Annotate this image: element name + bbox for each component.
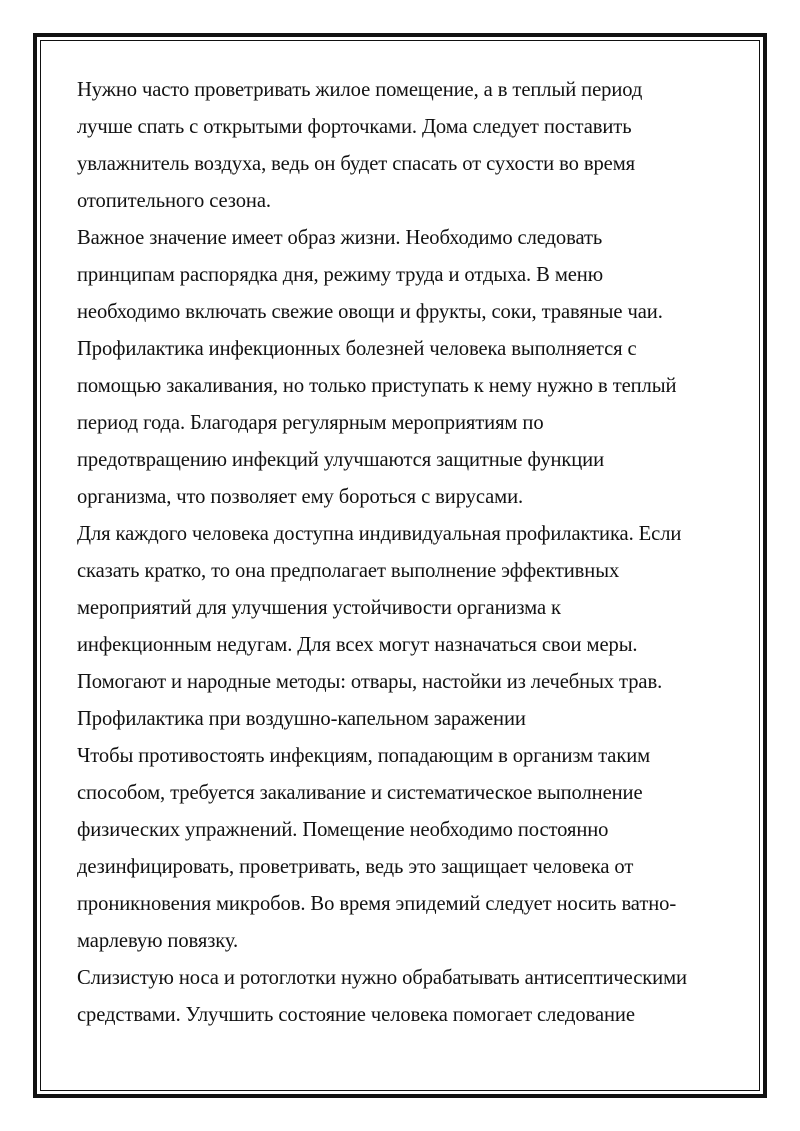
text-line: Для каждого человека доступна индивидуальная профилактика. Если [77,523,682,545]
text-line: Нужно часто проветривать жилое помещение, а в теплый период [77,79,643,101]
text-line: увлажнитель воздуха, ведь он будет спасать от сухости во время [77,153,635,175]
text-line: лучше спать с открытыми форточками. Дома следует поставить [77,116,632,138]
text-line: физических упражнений. Помещение необходимо постоянно [77,819,609,841]
text-line: предотвращению инфекций улучшаются защитные функции [77,449,605,471]
text-line: сказать кратко, то она предполагает выполнение эффективных [77,560,620,582]
text-line: мероприятий для улучшения устойчивости организма к [77,597,561,619]
section-heading: Профилактика при воздушно-капельном заражении [77,708,526,730]
text-line: средствами. Улучшить состояние человека помогает следование [77,1004,635,1026]
text-line: необходимо включать свежие овощи и фрукты, соки, травяные чаи. [77,301,663,323]
text-line: помощью закаливания, но только приступать к нему нужно в теплый [77,375,677,397]
text-line: Слизистую носа и ротоглотки нужно обрабатывать антисептическими [77,967,687,989]
text-line: способом, требуется закаливание и систематическое выполнение [77,782,643,804]
document-body [77,72,727,1034]
text-line: Помогают и народные методы: отвары, настойки из лечебных трав. [77,671,663,693]
text-line: марлевую повязку. [77,930,239,952]
text-line: проникновения микробов. Во время эпидемий следует носить ватно- [77,893,677,915]
text-line: принципам распорядка дня, режиму труда и отдыха. В меню [77,264,604,286]
text-line: период года. Благодаря регулярным мероприятиям по [77,412,544,434]
text-line: Важное значение имеет образ жизни. Необходимо следовать [77,227,603,249]
text-line: организма, что позволяет ему бороться с вирусами. [77,486,524,508]
text-line: инфекционным недугам. Для всех могут назначаться свои меры. [77,634,638,656]
text-line: Профилактика инфекционных болезней человека выполняется с [77,338,637,360]
text-line: Чтобы противостоять инфекциям, попадающим в организм таким [77,745,651,767]
text-line: дезинфицировать, проветривать, ведь это защищает человека от [77,856,634,878]
text-line: отопительного сезона. [77,190,271,212]
